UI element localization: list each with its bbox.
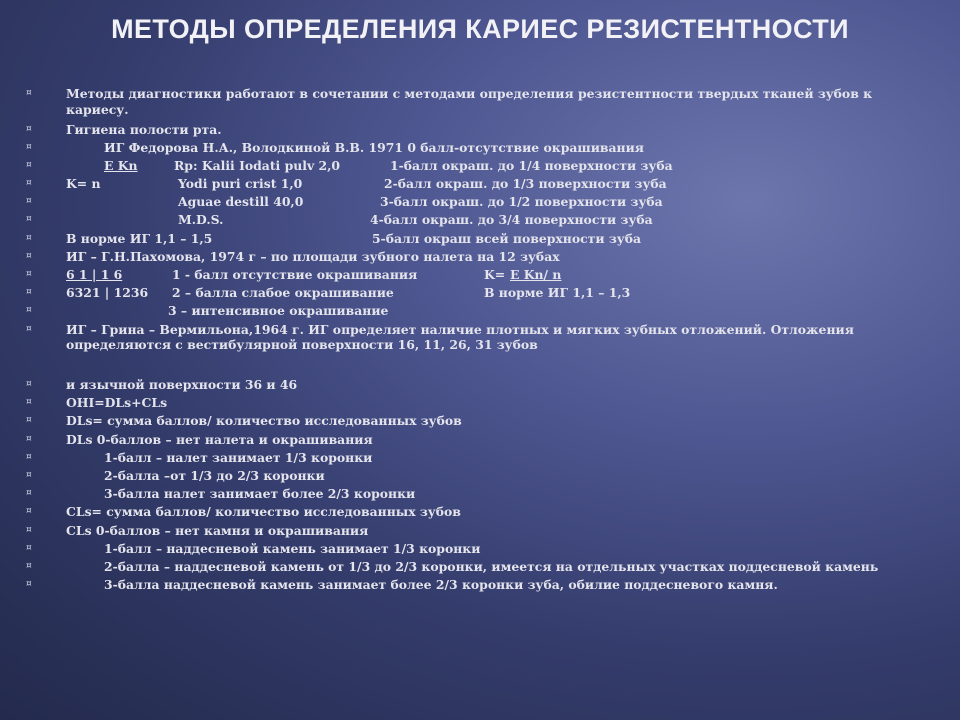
formula-numerator: E Kn/ n: [510, 267, 562, 282]
list-item: [28, 577, 938, 595]
item-text: 2-балл окраш. до 1/3 поверхности зуба: [384, 176, 667, 192]
item-text: Yodi puri crist 1,0: [178, 176, 303, 192]
bullet-icon: ¤: [26, 379, 32, 390]
list-item: [28, 486, 938, 504]
list-item: [28, 249, 938, 267]
bullet-icon: ¤: [26, 579, 32, 590]
bullet-icon: ¤: [26, 470, 32, 480]
list-item: [28, 504, 938, 522]
list-item: [28, 432, 938, 450]
bullet-icon: ¤: [26, 123, 32, 134]
list-item: [28, 395, 938, 413]
bullet-icon: ¤: [26, 141, 32, 152]
item-text: K=: [484, 267, 506, 282]
item-text: и язычной поверхности 36 и 46: [66, 377, 298, 393]
item-text: Rp: Kalii Iodati pulv 2,0: [174, 157, 341, 173]
teeth-formula-bottom: 6321 | 1236: [66, 285, 149, 301]
list-item: [28, 413, 938, 431]
list-item: [28, 86, 938, 122]
item-text: Гигиена полости рта.: [66, 121, 222, 137]
bullet-icon: ¤: [26, 488, 32, 499]
list-item: [28, 194, 938, 212]
item-text: ИГ – Грина – Вермильона,1964 г. ИГ определяет наличие плотных и мягких зубных отложений. Отложения определяются с вестибулярной поверхности 16, 11, 26, 31 зубов: [66, 321, 854, 353]
bullet-icon: ¤: [26, 269, 32, 279]
bullet-icon: ¤: [26, 305, 32, 316]
bullet-icon: ¤: [26, 542, 32, 553]
item-text: 3 – интенсивное окрашивание: [168, 303, 389, 319]
item-text: 3-балл окраш. до 1/2 поверхности зуба: [380, 194, 663, 210]
bullet-icon: ¤: [26, 415, 32, 426]
item-text: 3-балла налет занимает более 2/3 коронки: [104, 486, 416, 502]
list-item: [28, 523, 938, 541]
item-text: 1 - балл отсутствие окрашивания: [172, 267, 418, 282]
item-text: 3-балла наддесневой камень занимает более 2/3 коронки зуба, обилие поддесневого камня.: [104, 577, 778, 593]
list-item: [28, 140, 938, 158]
bullet-icon: ¤: [26, 506, 32, 517]
item-text: DLs 0-баллов – нет налета и окрашивания: [66, 431, 373, 447]
item-text: 2-балла – наддесневой камень от 1/3 до 2/3 коронки, имеется на отдельных участках поддесневой камень: [104, 558, 879, 574]
list-item: [28, 377, 938, 395]
item-text: 1-балл – наддесневой камень занимает 1/3 коронки: [104, 540, 481, 556]
item-text: 2-балла –от 1/3 до 2/3 коронки: [104, 468, 325, 483]
item-text: K= n: [66, 176, 101, 192]
list-item: [28, 267, 938, 285]
item-text: В норме ИГ 1,1 – 1,3: [484, 285, 631, 301]
item-text: 5-балл окраш всей поверхности зуба: [372, 230, 641, 246]
spacer: [28, 357, 938, 377]
list-item: [28, 322, 938, 358]
item-text: CLs 0-баллов – нет камня и окрашивания: [66, 522, 369, 538]
bullet-icon: ¤: [26, 250, 32, 261]
item-text: 2 – балла слабое окрашивание: [172, 285, 394, 301]
item-text: CLs= сумма баллов/ количество исследованных зубов: [66, 504, 461, 520]
bullet-icon: ¤: [26, 196, 32, 207]
list-item: [28, 303, 938, 321]
bullet-icon: ¤: [26, 159, 32, 170]
list-item: [28, 231, 938, 249]
item-text: 4-балл окраш. до 3/4 поверхности зуба: [370, 212, 653, 228]
item-text: ИГ Федорова Н.А., Володкиной В.В. 1971 0 балл-отсутствие окрашивания: [104, 139, 644, 155]
formula-numerator: E Kn: [104, 157, 138, 173]
bullet-icon: ¤: [26, 178, 32, 189]
item-text: Методы диагностики работают в сочетании с методами определения резистентности твердых тканей зубов к кариесу.: [66, 86, 873, 117]
bullet-icon: ¤: [26, 287, 32, 298]
list-item: [28, 212, 938, 230]
item-text: 1-балл окраш. до 1/4 поверхности зуба: [390, 157, 673, 173]
item-text: OHI=DLs+CLs: [66, 395, 168, 411]
bullet-icon: ¤: [26, 214, 32, 225]
bullet-icon: ¤: [26, 397, 32, 408]
list-item: [28, 158, 938, 176]
bullet-icon: ¤: [26, 232, 32, 243]
item-text: В норме ИГ 1,1 – 1,5: [66, 230, 213, 246]
slide-content: [28, 86, 938, 595]
bullet-icon: ¤: [26, 433, 32, 444]
bullet-icon: ¤: [26, 323, 32, 334]
list-item: [28, 122, 938, 140]
teeth-formula-top: 6 1 | 1 6: [66, 267, 123, 282]
list-item: [28, 468, 938, 486]
list-item: [28, 559, 938, 577]
bullet-icon: ¤: [26, 88, 32, 98]
item-text: 1-балл – налет занимает 1/3 коронки: [104, 449, 373, 465]
list-item: [28, 450, 938, 468]
item-text: DLs= сумма баллов/ количество исследованных зубов: [66, 413, 462, 429]
list-item: [28, 176, 938, 194]
list-item: [28, 541, 938, 559]
item-text: ИГ – Г.Н.Пахомова, 1974 г – по площади зубного налета на 12 зубах: [66, 248, 560, 264]
bullet-icon: ¤: [26, 524, 32, 535]
bullet-icon: ¤: [26, 451, 32, 462]
item-text: M.D.S.: [178, 212, 224, 228]
item-text: Aguae destill 40,0: [178, 194, 304, 210]
list-item: [28, 285, 938, 303]
bullet-icon: ¤: [26, 560, 32, 571]
slide-title: МЕТОДЫ ОПРЕДЕЛЕНИЯ КАРИЕС РЕЗИСТЕНТНОСТИ: [111, 14, 849, 44]
